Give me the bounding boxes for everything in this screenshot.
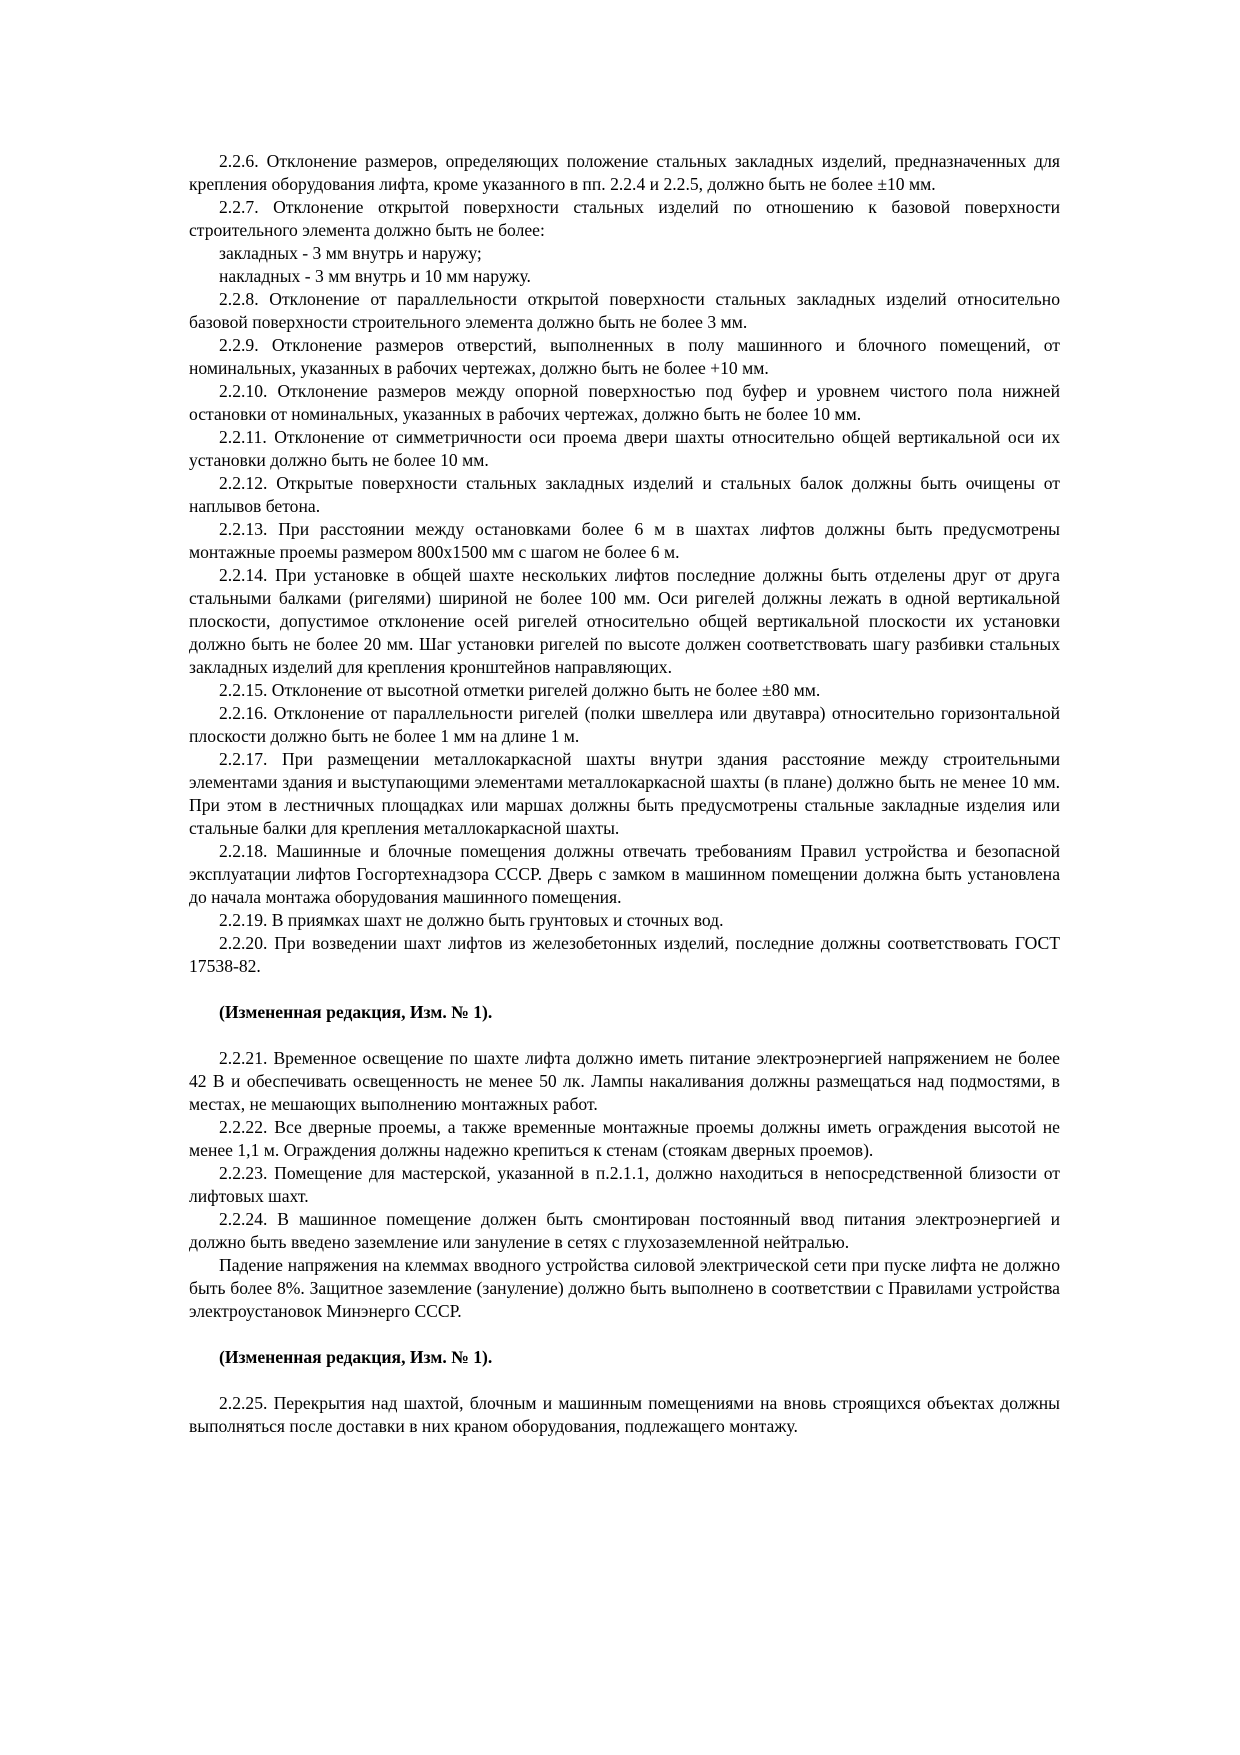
revision-note-2: (Измененная редакция, Изм. № 1).: [219, 1347, 493, 1367]
clause-2-2-14: 2.2.14. При установке в общей шахте нескольких лифтов последние должны быть отделены друг от друга стальными балками (ригелями) шириной не более 100 мм. Оси ригелей должны лежать в одной вертикальной плоскости, допустимое отклонение осей ригелей относительно общей вертикальной плоскости их установки должно быть не более 20 мм. Шаг установки ригелей по высоте должен соответствовать шагу разбивки стальных закладных изделий для крепления кронштейнов направляющих.: [189, 565, 1060, 677]
clause-2-2-8: 2.2.8. Отклонение от параллельности открытой поверхности стальных закладных изделий относительно базовой поверхности строительного элемента должно быть не более 3 мм.: [189, 289, 1060, 332]
clause-2-2-24: 2.2.24. В машинное помещение должен быть смонтирован постоянный ввод питания электроэнергией и должно быть введено заземление или зануление в сетях с глухозаземленной нейтралью.: [189, 1209, 1060, 1252]
clause-2-2-19: 2.2.19. В приямках шахт не должно быть грунтовых и сточных вод.: [219, 910, 724, 930]
clause-2-2-22: 2.2.22. Все дверные проемы, а также временные монтажные проемы должны иметь ограждения высотой не менее 1,1 м. Ограждения должны надежно крепиться к стенам (стоякам дверных проемов).: [189, 1117, 1060, 1160]
clause-2-2-7: 2.2.7. Отклонение открытой поверхности стальных изделий по отношению к базовой поверхности строительного элемента должно быть не более:: [189, 197, 1060, 240]
clause-2-2-18: 2.2.18. Машинные и блочные помещения должны отвечать требованиям Правил устройства и безопасной эксплуатации лифтов Госгортехнадзора СССР. Дверь с замком в машинном помещении должна быть установлена до начала монтажа оборудования машинного помещения.: [189, 841, 1060, 907]
clause-2-2-7-embedded: закладных - 3 мм внутрь и наружу;: [219, 243, 482, 263]
clause-2-2-10: 2.2.10. Отклонение размеров между опорной поверхностью под буфер и уровнем чистого пола нижней остановки от номинальных, указанных в рабочих чертежах, должно быть не более 10 мм.: [189, 381, 1060, 424]
clause-2-2-16: 2.2.16. Отклонение от параллельности ригелей (полки швеллера или двутавра) относительно горизонтальной плоскости должно быть не более 1 мм на длине 1 м.: [189, 703, 1060, 746]
clause-2-2-24-voltage-drop: Падение напряжения на клеммах вводного устройства силовой электрической сети при пуске лифта не должно быть более 8%. Защитное заземление (зануление) должно быть выполнено в соответствии с Правилами устройства электроустановок Минэнерго СССР.: [189, 1255, 1060, 1321]
revision-note-1: (Измененная редакция, Изм. № 1).: [219, 1002, 493, 1022]
clause-2-2-7-overlay: накладных - 3 мм внутрь и 10 мм наружу.: [219, 266, 531, 286]
clause-2-2-17: 2.2.17. При размещении металлокаркасной шахты внутри здания расстояние между строительными элементами здания и выступающими элементами металлокаркасной шахты (в плане) должно быть не менее 10 мм. При этом в лестничных площадках или маршах должны быть предусмотрены стальные закладные изделия или стальные балки для крепления металлокаркасной шахты.: [189, 749, 1060, 838]
document-page: [189, 150, 1060, 1438]
clause-2-2-25: 2.2.25. Перекрытия над шахтой, блочным и машинным помещениями на вновь строящихся объектах должны выполняться после доставки в них краном оборудования, подлежащего монтажу.: [189, 1393, 1060, 1436]
clause-2-2-13: 2.2.13. При расстоянии между остановками более 6 м в шахтах лифтов должны быть предусмотрены монтажные проемы размером 800х1500 мм с шагом не более 6 м.: [189, 519, 1060, 562]
clause-2-2-6: 2.2.6. Отклонение размеров, определяющих положение стальных закладных изделий, предназначенных для крепления оборудования лифта, кроме указанного в пп. 2.2.4 и 2.2.5, должно быть не более ±10 мм.: [189, 151, 1060, 194]
clause-2-2-20: 2.2.20. При возведении шахт лифтов из железобетонных изделий, последние должны соответствовать ГОСТ 17538-82.: [189, 933, 1060, 976]
clause-2-2-11: 2.2.11. Отклонение от симметричности оси проема двери шахты относительно общей вертикальной оси их установки должно быть не более 10 мм.: [189, 427, 1060, 470]
clause-2-2-21: 2.2.21. Временное освещение по шахте лифта должно иметь питание электроэнергией напряжением не более 42 В и обеспечивать освещенность не менее 50 лк. Лампы накаливания должны размещаться над подмостями, в местах, не мешающих выполнению монтажных работ.: [189, 1048, 1060, 1114]
clause-2-2-12: 2.2.12. Открытые поверхности стальных закладных изделий и стальных балок должны быть очищены от наплывов бетона.: [189, 473, 1060, 516]
clause-2-2-23: 2.2.23. Помещение для мастерской, указанной в п.2.1.1, должно находиться в непосредственной близости от лифтовых шахт.: [189, 1163, 1060, 1206]
clause-2-2-15: 2.2.15. Отклонение от высотной отметки ригелей должно быть не более ±80 мм.: [219, 680, 821, 700]
clause-2-2-9: 2.2.9. Отклонение размеров отверстий, выполненных в полу машинного и блочного помещений, от номинальных, указанных в рабочих чертежах, должно быть не более +10 мм.: [189, 335, 1060, 378]
